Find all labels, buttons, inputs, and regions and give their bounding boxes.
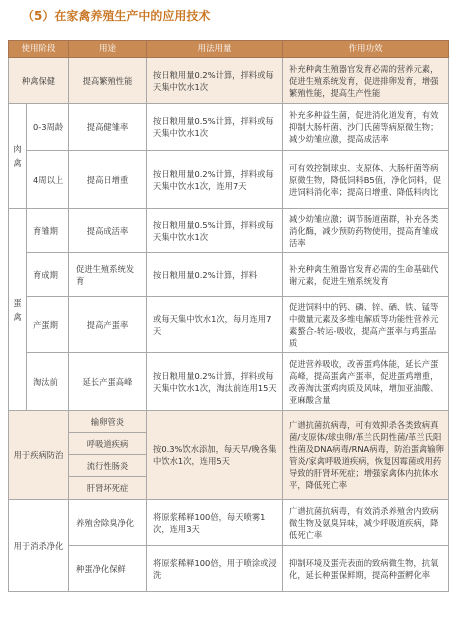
table-row (9, 151, 449, 209)
table-row (9, 209, 449, 253)
dose-cell: 或每天集中饮水1次，每月连用7天 (147, 297, 283, 353)
usage-table (8, 40, 449, 592)
table-row (9, 353, 449, 411)
header-purpose: 用途 (69, 41, 147, 58)
table-row (9, 297, 449, 353)
table-row (9, 546, 449, 592)
purpose-cell: 提高产蛋率 (69, 297, 147, 353)
dose-cell: 将原浆稀释100倍，每天喷雾1次，连用3天 (147, 500, 283, 546)
effect-cell: 补充种禽生殖器官发育必需的营养元素，促进生殖系统发育，促进排卵发育，增强繁殖性能，提高生产性能 (283, 58, 449, 104)
table-row (9, 58, 449, 104)
stage-cell: 育雏期 (27, 209, 69, 253)
stage-cell: 产蛋期 (27, 297, 69, 353)
header-stage: 使用阶段 (9, 41, 69, 58)
dose-cell: 按日粮用量0.5%计算，拌料或每天集中饮水1次 (147, 104, 283, 151)
purpose-cell: 种蛋净化保鲜 (69, 546, 147, 592)
stage-cell: 用于疾病防治 (9, 411, 69, 500)
table-row (9, 253, 449, 297)
effect-cell: 补充种禽生殖器官发育必需的生命基础代谢元素，促进生殖系统发育 (283, 253, 449, 297)
effect-cell: 广谱抗菌抗病毒，可有效抑杀各类致病真菌/支原体/球虫卵/革兰氏阴性菌/革兰氏阳性菌及DNA病毒/RNA病毒，防治蛋禽输卵管炎/家禽呼吸道疾病，恢复因霉菌或用药导致的肝肾坏死症；增强家禽体内抗体水平，降低死亡率 (283, 411, 449, 500)
section-title: （5）在家禽养殖生产中的应用技术 (22, 9, 211, 23)
stage-cell: 育成期 (27, 253, 69, 297)
purpose-cell: 提高日增重 (69, 151, 147, 209)
header-effect: 作用功效 (283, 41, 449, 58)
header-dose: 用法用量 (147, 41, 283, 58)
purpose-cell: 提高健雏率 (69, 104, 147, 151)
effect-cell: 广谱抗菌抗病毒，有效消杀养殖舍内致病微生物及氨臭异味，减少呼吸道疾病，降低死亡率 (283, 500, 449, 546)
purpose-cell: 输卵管炎 (69, 411, 147, 433)
stage-cell: 用于消杀净化 (9, 500, 69, 592)
stage-cell: 淘汰前 (27, 353, 69, 411)
dose-cell: 按日粮用量0.2%计算，拌料或每天集中饮水1次，连用7天 (147, 151, 283, 209)
stage-cell: 0-3周龄 (27, 104, 69, 151)
group-cell-meat (9, 104, 27, 209)
group-label: 蛋禽 (13, 297, 22, 322)
effect-cell: 减少幼雏应激；调节肠道菌群，补充各类消化酶，减少预防药物使用，提高育雏成活率 (283, 209, 449, 253)
effect-cell: 促进饲料中的钙、磷、锌、硒、铁、锰等中微量元素及多维电解质等功能性营养元素螯合-转运-吸收，提高产蛋率与鸡蛋品质 (283, 297, 449, 353)
dose-cell: 按日粮用量0.5%计算，拌料或每天集中饮水1次 (147, 209, 283, 253)
table-row (9, 104, 449, 151)
stage-cell: 4周以上 (27, 151, 69, 209)
purpose-cell: 呼吸道疾病 (69, 433, 147, 455)
purpose-cell: 肝肾坏死症 (69, 477, 147, 500)
purpose-cell: 提高成活率 (69, 209, 147, 253)
group-cell-egg (9, 209, 27, 411)
purpose-cell: 促进生殖系统发育 (69, 253, 147, 297)
table-header-row (9, 41, 449, 58)
dose-cell: 将原浆稀释100倍，用于喷涂或浸洗 (147, 546, 283, 592)
effect-cell: 抑制环境及蛋壳表面的致病微生物，抗氧化，延长种蛋保鲜期，提高种蛋孵化率 (283, 546, 449, 592)
effect-cell: 促进营养吸收，改善蛋鸡体能，延长产蛋高峰，提高蛋禽产蛋率，促进蛋鸡增重，改善淘汰蛋鸡肉质及风味，增加亚油酸、亚麻酸含量 (283, 353, 449, 411)
purpose-cell: 延长产蛋高峰 (69, 353, 147, 411)
table-row (9, 500, 449, 546)
purpose-cell: 养殖舍除臭净化 (69, 500, 147, 546)
dose-cell: 按0.3%饮水添加，每天早/晚各集中饮水1次，连用5天 (147, 411, 283, 500)
group-label: 肉禽 (13, 144, 22, 168)
purpose-cell: 流行性肠炎 (69, 455, 147, 477)
stage-cell: 种禽保健 (9, 58, 69, 104)
effect-cell: 可有效控制球虫、支原体、大肠杆菌等病原微生物，降低饲料B5值，净化饲料，促进饲料消化率；提高日增重、降低料肉比 (283, 151, 449, 209)
effect-cell: 补充多种益生菌，促进消化道发育，有效抑制大肠杆菌、沙门氏菌等病原微生物；减少幼雏应激，提高成活率 (283, 104, 449, 151)
table-row (9, 411, 449, 433)
dose-cell: 按日粮用量0.2%计算，拌料 (147, 253, 283, 297)
dose-cell: 按日粮用量0.2%计算，拌料或每天集中饮水1次 (147, 58, 283, 104)
dose-cell: 按日粮用量0.2%计算，拌料或每天集中饮水1次，淘汰前连用15天 (147, 353, 283, 411)
purpose-cell: 提高繁殖性能 (69, 58, 147, 104)
